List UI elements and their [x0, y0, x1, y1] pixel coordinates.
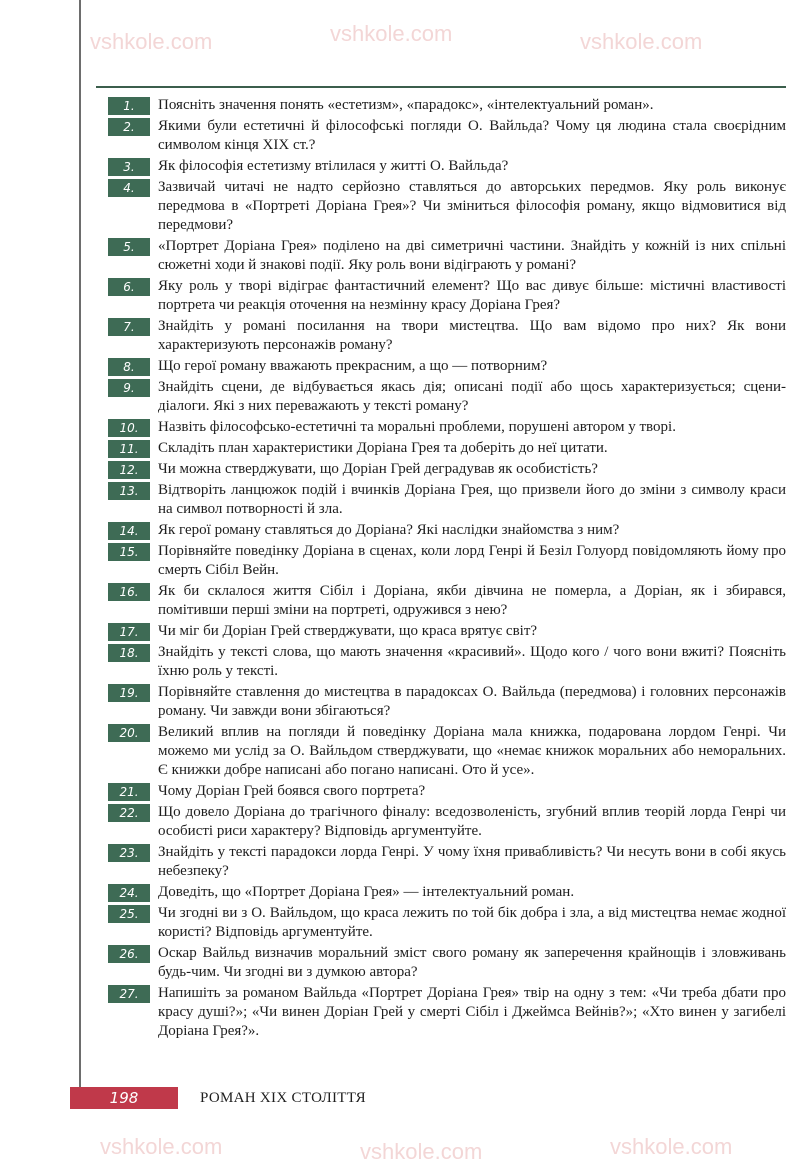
question-text: Напишіть за романом Вайльда «Портрет Доріана Грея» твір на одну з тем: «Чи треба дбати про красу душі?»; «Чи винен Доріан Грей у смерті Сібіл і Джеймса Вейнів?»; «Хто винен у загибелі Доріана Грея?».	[158, 985, 786, 1039]
question-text: Назвіть філософсько-естетичні та моральні проблеми, порушені автором у творі.	[158, 419, 676, 435]
question-item	[108, 178, 786, 235]
question-text: Знайдіть у романі посилання на твори мистецтва. Що вам відомо про них? Як вони характеризують персонажів роману?	[158, 318, 786, 353]
question-text: Як філософія естетизму втілилася у житті О. Вайльда?	[158, 158, 509, 174]
question-number-badge: 4.	[108, 179, 150, 197]
question-text: Що герої роману вважають прекрасним, а що — потворним?	[158, 358, 548, 374]
question-number-badge: 9.	[108, 379, 150, 397]
question-number-badge: 16.	[108, 583, 150, 601]
question-number-badge: 18.	[108, 644, 150, 662]
question-text: Що довело Доріана до трагічного фіналу: вседозволеність, згубний вплив теорій лорда Генрі чи особисті риси характеру? Відповідь аргументуйте.	[158, 804, 786, 839]
question-text: Яку роль у творі відіграє фантастичний елемент? Що вас дивує більше: містичні властивості портрета чи реакція оточення на незмінну красу Доріана Грея?	[158, 278, 786, 313]
question-number-badge: 14.	[108, 522, 150, 540]
question-text: Якими були естетичні й філософські погляди О. Вайльда? Чому ця людина стала своєрідним символом кінця XIX ст.?	[158, 118, 786, 153]
question-number-badge: 25.	[108, 905, 150, 923]
running-title: РОМАН XIX СТОЛІТТЯ	[200, 1090, 366, 1106]
watermark: vshkole.com	[610, 1134, 733, 1159]
question-item	[108, 542, 786, 580]
question-number-badge: 22.	[108, 804, 150, 822]
question-text: Чи згодні ви з О. Вайльдом, що краса лежить по той бік добра і зла, а від мистецтва немає жодної користі? Відповідь аргументуйте.	[158, 905, 786, 940]
question-number-badge: 7.	[108, 318, 150, 336]
question-text: Знайдіть у тексті парадокси лорда Генрі. У чому їхня привабливість? Чи несуть вони в собі якусь небезпеку?	[158, 844, 786, 879]
watermark: vshkole.com	[360, 1139, 483, 1164]
question-item	[108, 622, 786, 641]
question-item	[108, 237, 786, 275]
question-number-badge: 20.	[108, 724, 150, 742]
question-number-badge: 2.	[108, 118, 150, 136]
question-text: Як герої роману ставляться до Доріана? Які наслідки знайомства з ним?	[158, 522, 620, 538]
question-number-badge: 3.	[108, 158, 150, 176]
question-text: Великий вплив на погляди й поведінку Доріана мала книжка, подарована лордом Генрі. Чи можемо ми услід за О. Вайльдом стверджувати, що «немає книжок моральних або неморальних. Є книжки добре написані або погано написані. Ото й усе».	[158, 724, 786, 778]
question-text: Відтворіть ланцюжок подій і вчинків Доріана Грея, що призвели його до зміни з символу краси на символ потворності й зла.	[158, 482, 786, 517]
question-number-badge: 8.	[108, 358, 150, 376]
question-item	[108, 643, 786, 681]
question-item	[108, 803, 786, 841]
question-item	[108, 582, 786, 620]
top-rule	[96, 86, 786, 88]
question-text: Чи можна стверджувати, що Доріан Грей деградував як особистість?	[158, 461, 598, 477]
question-text: Знайдіть у тексті слова, що мають значення «красивий». Щодо кого / чого вони вжиті? Поясніть їхню роль у тексті.	[158, 644, 786, 679]
question-number-badge: 21.	[108, 783, 150, 801]
question-number-badge: 26.	[108, 945, 150, 963]
question-number-badge: 15.	[108, 543, 150, 561]
question-number-badge: 13.	[108, 482, 150, 500]
question-number-badge: 23.	[108, 844, 150, 862]
question-item	[108, 481, 786, 519]
question-text: Порівняйте ставлення до мистецтва в парадоксах О. Вайльда (передмова) і головних персонажів роману. Чи завжди вони збігаються?	[158, 684, 786, 719]
question-text: Поясніть значення понять «естетизм», «парадокс», «інтелектуальний роман».	[158, 97, 654, 113]
question-item	[108, 317, 786, 355]
question-text: Як би склалося життя Сібіл і Доріана, якби дівчина не померла, а Доріан, як і збирався, помітивши перші зміни на портреті, одружився з нею?	[158, 583, 786, 618]
question-text: Чи міг би Доріан Грей стверджувати, що краса врятує світ?	[158, 623, 538, 639]
question-number-badge: 10.	[108, 419, 150, 437]
question-text: Чому Доріан Грей боявся свого портрета?	[158, 783, 426, 799]
question-item	[108, 277, 786, 315]
question-item	[108, 96, 786, 115]
question-item	[108, 117, 786, 155]
watermark: vshkole.com	[100, 1134, 223, 1159]
question-number-badge: 6.	[108, 278, 150, 296]
questions-list	[108, 96, 786, 1043]
question-item	[108, 418, 786, 437]
question-item	[108, 984, 786, 1041]
question-text: Складіть план характеристики Доріана Грея та доберіть до неї цитати.	[158, 440, 608, 456]
question-text: Оскар Вайльд визначив моральний зміст свого роману як заперечення крайнощів і зловживань будь-чим. Чи згодні ви з думкою автора?	[158, 945, 786, 980]
question-number-badge: 12.	[108, 461, 150, 479]
question-item	[108, 357, 786, 376]
question-item	[108, 460, 786, 479]
question-item	[108, 723, 786, 780]
question-item	[108, 883, 786, 902]
question-number-badge: 27.	[108, 985, 150, 1003]
question-item	[108, 439, 786, 458]
question-item	[108, 904, 786, 942]
watermark: vshkole.com	[90, 29, 213, 54]
question-number-badge: 24.	[108, 884, 150, 902]
question-item	[108, 521, 786, 540]
question-text: Знайдіть сцени, де відбувається якась дія; описані події або щось характеризується; сцени-діалоги. Які з них переважають у тексті роману?	[158, 379, 786, 414]
question-number-badge: 17.	[108, 623, 150, 641]
question-number-badge: 5.	[108, 238, 150, 256]
question-item	[108, 843, 786, 881]
watermark: vshkole.com	[330, 21, 453, 46]
watermark: vshkole.com	[580, 29, 703, 54]
question-item	[108, 378, 786, 416]
question-item	[108, 944, 786, 982]
page-number: 198	[70, 1087, 178, 1109]
question-text: «Портрет Доріана Грея» поділено на дві симетричні частини. Знайдіть у кожній із них спільні сюжетні ходи й знакові події. Яку роль вони відіграють у романі?	[158, 238, 786, 273]
question-item	[108, 157, 786, 176]
question-number-badge: 19.	[108, 684, 150, 702]
question-item	[108, 683, 786, 721]
margin-line	[79, 0, 81, 1088]
question-text: Порівняйте поведінку Доріана в сценах, коли лорд Генрі й Безіл Голуорд повідомляють йому про смерть Сібіл Вейн.	[158, 543, 786, 578]
question-number-badge: 11.	[108, 440, 150, 458]
question-text: Доведіть, що «Портрет Доріана Грея» — інтелектуальний роман.	[158, 884, 575, 900]
question-number-badge: 1.	[108, 97, 150, 115]
question-text: Зазвичай читачі не надто серйозно ставляться до авторських передмов. Яку роль виконує передмова в «Портреті Доріана Грея»? Чи зміниться філософія роману, якщо відмовитися від передмови?	[158, 179, 786, 233]
question-item	[108, 782, 786, 801]
